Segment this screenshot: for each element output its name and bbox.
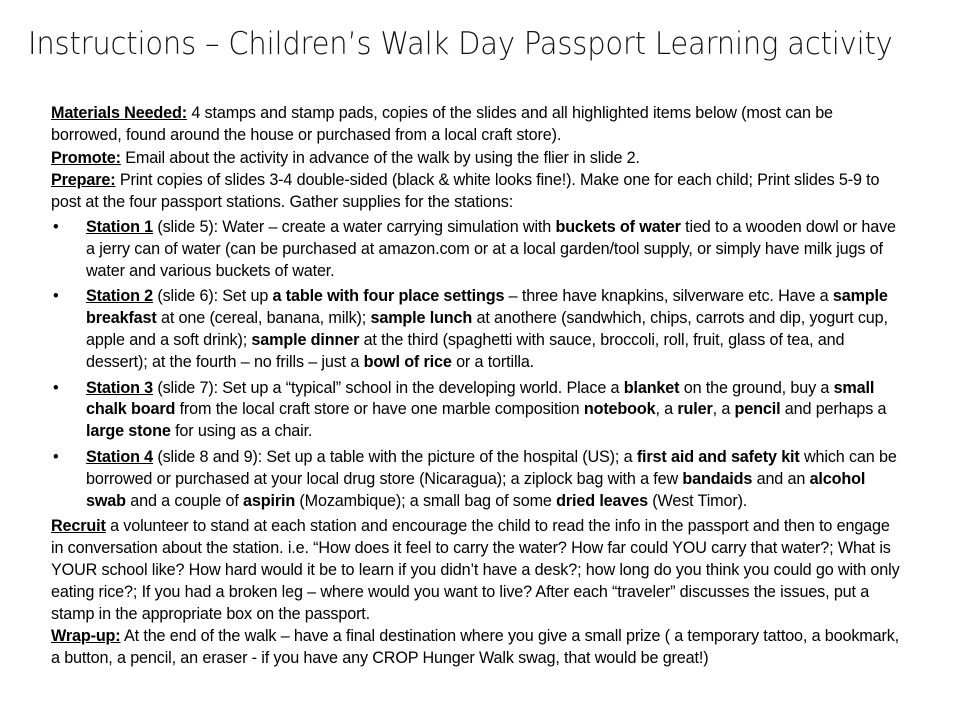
station-label: Station 4: [86, 447, 154, 466]
highlighted-item: dried leaves: [556, 491, 648, 510]
station-label: Station 3: [86, 378, 154, 397]
bullet-icon: •: [53, 287, 59, 306]
highlighted-item: first aid and safety kit: [636, 447, 800, 466]
paragraph-wrapup: [51, 626, 903, 670]
station-text: on the ground, buy a: [679, 378, 834, 397]
prepare-text: Print copies of slides 3-4 double-sided (black & white looks fine!). Make one for each child; Print slides 5-9 to post at the four passport stations. Gather supplies for the stations:: [51, 171, 880, 212]
prepare-label: Prepare:: [51, 171, 116, 190]
recruit-label: Recruit: [51, 517, 106, 536]
station-text: – three have knapkins, silverware etc. Have a: [504, 287, 833, 306]
station-text: and an: [752, 469, 810, 488]
materials-text: 4 stamps and stamp pads, copies of the slides and all highlighted items below (most can be borrowed, found around the house or purchased from a local craft store).: [51, 104, 833, 144]
paragraph-promote: [51, 148, 903, 170]
bullet-icon: •: [53, 378, 59, 397]
highlighted-item: aspirin: [243, 491, 296, 510]
highlighted-item: sample dinner: [251, 330, 360, 349]
highlighted-item: a table with four place settings: [272, 287, 505, 306]
station-text: Set up a table with the picture of the hospital (US); a: [266, 447, 637, 466]
station-list: [51, 217, 903, 512]
paragraph-prepare: [51, 170, 903, 214]
station-text: , a: [712, 400, 735, 419]
station-text: Water – create a water carrying simulation with: [222, 217, 556, 236]
wrapup-label: Wrap-up:: [51, 627, 121, 646]
station-text: at one (cereal, banana, milk);: [156, 309, 371, 328]
station-text: at anothere (sandwhich, chips, carrots and dip, yogurt cup, apple and a soft drink);: [86, 309, 888, 349]
station-text: and a couple of: [125, 491, 244, 510]
list-item: [51, 286, 903, 373]
highlighted-item: pencil: [734, 400, 781, 419]
station-text: (Mozambique); a small bag of some: [295, 491, 557, 510]
highlighted-item: small chalk board: [86, 378, 875, 419]
station-label: Station 1: [86, 217, 154, 236]
highlighted-item: notebook: [583, 400, 656, 419]
list-item: [51, 217, 903, 282]
closing-paragraphs: [51, 516, 903, 670]
highlighted-item: sample breakfast: [86, 287, 888, 328]
bullet-icon: •: [53, 447, 59, 466]
wrapup-text: At the end of the walk – have a final destination where you give a small prize ( a temporary tattoo, a bookmark, a button, a pencil, an eraser - if you have any CROP Hunger Walk swag, that would be great!): [51, 627, 900, 668]
station-text: from the local craft store or have one marble composition: [175, 400, 584, 419]
station-slide-ref: (slide 8 and 9):: [153, 447, 267, 466]
station-label: Station 2: [86, 287, 154, 306]
station-text: which can be borrowed or purchased at your local drug store (Nicaragua); a ziplock bag with a few: [86, 447, 897, 488]
paragraph-materials: [51, 103, 903, 147]
recruit-text: a volunteer to stand at each station and encourage the child to read the info in the passport and then to engage in conversation about the station. i.e. “How does it feel to carry the water? How far could YOU carry that water?; What is YOUR school like? How hard would it be to learn if you didn’t have a desk?; how long do you think you could go with only eating rice?; If you had a broken leg – where would you want to live? After each “traveler” discusses the issues, put a stamp in the appropriate box on the passport.: [51, 517, 900, 623]
station-text: tied to a wooden dowl or have a jerry can of water (can be purchased at amazon.com or at a local garden/tool supply, or simply have milk jugs of water and various buckets of water.: [86, 217, 896, 280]
highlighted-item: large stone: [86, 422, 171, 441]
highlighted-item: ruler: [677, 400, 713, 419]
bullet-icon: •: [53, 217, 59, 236]
list-item: [51, 378, 903, 443]
list-item: [51, 447, 903, 512]
paragraph-recruit: [51, 516, 903, 625]
highlighted-item: alcohol swab: [86, 469, 866, 510]
station-text: at the third (spaghetti with sauce, broccoli, roll, fruit, glass of tea, and dessert); at the fourth – no frills – just a: [86, 330, 845, 371]
highlighted-item: sample lunch: [370, 309, 473, 328]
station-text: , a: [655, 400, 678, 419]
page-title: Instructions – Children’s Walk Day Passport Learning activity: [28, 26, 893, 62]
station-text: or a tortilla.: [451, 352, 535, 371]
station-text: and perhaps a: [780, 400, 887, 419]
station-slide-ref: (slide 5):: [153, 217, 223, 236]
promote-text: Email about the activity in advance of the walk by using the flier in slide 2.: [120, 148, 640, 167]
promote-label: Promote:: [51, 148, 121, 167]
station-text: Set up: [222, 287, 273, 306]
station-text: (West Timor).: [647, 491, 748, 510]
materials-label: Materials Needed:: [51, 104, 187, 122]
slide-body: [51, 103, 903, 670]
highlighted-item: blanket: [623, 378, 680, 397]
station-slide-ref: (slide 7):: [153, 378, 223, 397]
highlighted-item: bowl of rice: [363, 352, 452, 371]
station-text: for using as a chair.: [170, 422, 313, 441]
station-slide-ref: (slide 6):: [153, 287, 223, 306]
highlighted-item: buckets of water: [555, 217, 681, 236]
highlighted-item: bandaids: [682, 469, 753, 488]
station-text: Set up a “typical” school in the developing world. Place a: [222, 378, 624, 397]
